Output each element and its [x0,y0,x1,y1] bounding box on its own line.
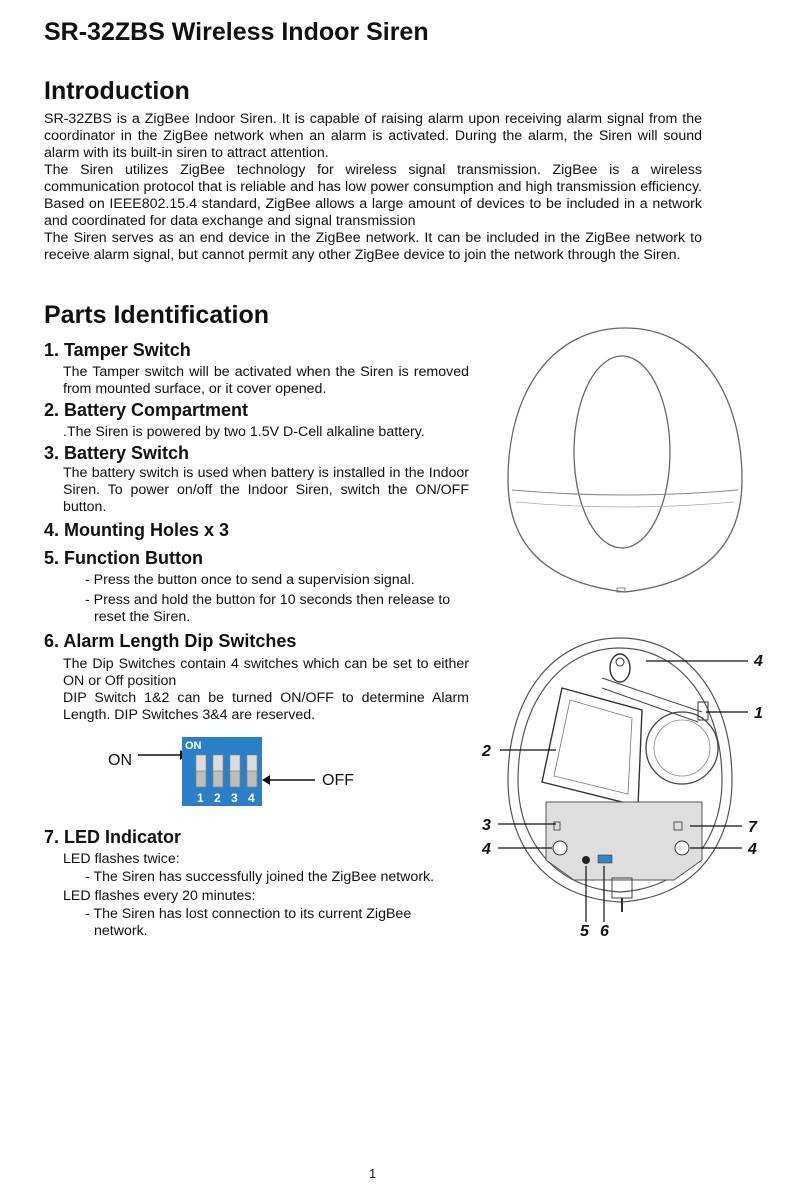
mounting-hole-left [553,841,567,855]
callout-6: 6 [600,923,609,940]
page-number: 1 [369,1166,377,1181]
page-title: SR-32ZBS Wireless Indoor Siren [44,18,429,46]
dip-toggle-1 [196,771,206,787]
s2-text: .The Siren is powered by two 1.5V D-Cell alkaline battery. [63,424,425,440]
s6-text-1: The Dip Switches contain 4 switches which can be set to either ON or Off position [63,656,469,689]
dip-switch-illustration [135,735,315,810]
siren-back-illustration [470,630,770,940]
dip-chip-label: ON [185,740,202,752]
callout-5: 5 [580,923,589,940]
dip-number-1: 1 [197,791,204,805]
callout-1: 1 [754,705,763,722]
callout-7: 7 [748,819,757,836]
mounting-hole-right [675,841,689,855]
callout-2: 2 [482,743,491,760]
s6-text-2: DIP Switch 1&2 can be turned ON/OFF to determine Alarm Length. DIP Switches 3&4 are reserved. [63,690,469,723]
intro-body [44,111,702,264]
s3-title: 3. Battery Switch [44,443,190,463]
dip-toggle-4 [247,771,257,787]
s3-text: The battery switch is used when battery is installed in the Indoor Siren. To power on/off the Indoor Siren, switch the ON/OFF button. [63,465,469,515]
s4-title: 4. Mounting Holes x 3 [44,520,230,540]
dip-on-label: ON [108,752,132,769]
intro-heading: Introduction [44,77,190,105]
s5-bullet-1: - Press the button once to send a supervision signal. [85,572,415,588]
s5-title: 5. Function Button [44,548,203,568]
dip-off-label: OFF [322,772,354,789]
s7-line-1: LED flashes twice: [63,851,180,867]
s7-title: 7. LED Indicator [44,827,182,847]
dip-toggle-2 [213,771,223,787]
s1-title: 1. Tamper Switch [44,340,191,360]
dip-number-3: 3 [231,791,238,805]
dip-switch-block [598,855,612,863]
s2-title: 2. Battery Compartment [44,400,249,420]
s7-bullet-1: - The Siren has successfully joined the ZigBee network. [85,869,435,885]
s7-bullet-2: - The Siren has lost connection to its current ZigBee network. [85,906,412,939]
dip-toggle-3 [230,771,240,787]
dip-number-2: 2 [214,791,221,805]
intro-p2: The Siren utilizes ZigBee technology for wireless signal transmission. ZigBee is a wireless communication protocol that is reliable and has low power consumption and high transmission efficiency. Based on IEEE802.15.4 standard, ZigBee allows a large amount of devices to be included in a network and coordinated for data exchange and signal transmission [44,162,702,229]
parts-heading: Parts Identification [44,301,270,329]
s7-line-2: LED flashes every 20 minutes: [63,888,256,904]
intro-p3: The Siren serves as an end device in the ZigBee network. It can be included in the ZigBee network to receive alarm signal, but cannot permit any other ZigBee device to join the network through the Siren. [44,230,702,263]
s5-bullet-2: - Press and hold the button for 10 seconds then release to reset the Siren. [85,592,451,625]
callout-4-left: 4 [482,841,491,858]
battery-compartment [542,688,642,806]
callout-3: 3 [482,817,491,834]
function-button [582,856,590,864]
dip-number-4: 4 [248,791,255,805]
callout-4-right: 4 [748,841,757,858]
intro-p1: SR-32ZBS is a ZigBee Indoor Siren. It is capable of raising alarm upon receiving alarm signal from the coordinator in the ZigBee network when an alarm is activated. During the alarm, the Siren will sound alarm with its built-in siren to attract attention. [44,111,702,161]
callout-4-top: 4 [754,653,763,670]
s1-text: The Tamper switch will be activated when the Siren is removed from mounted surface, or it cover opened. [63,364,469,397]
s6-title: 6. Alarm Length Dip Switches [44,631,297,651]
siren-front-illustration [484,322,766,600]
